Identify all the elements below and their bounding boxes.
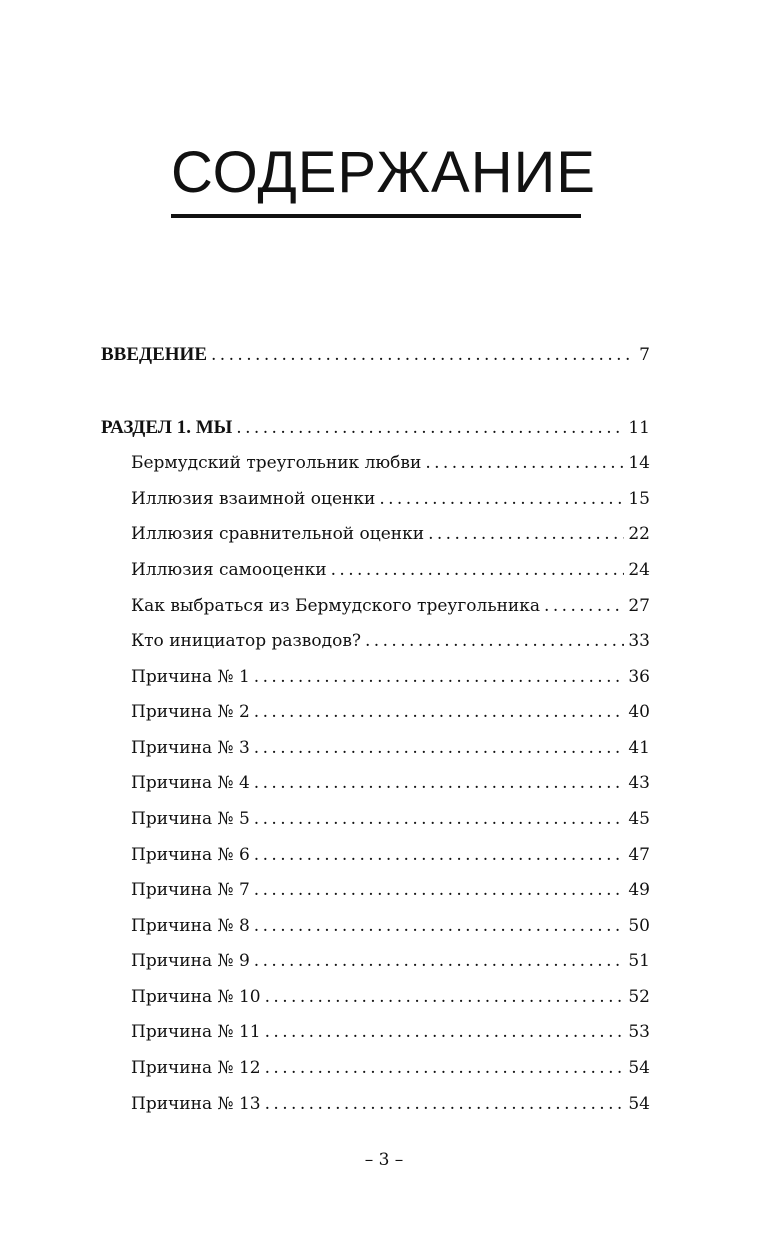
page-title: СОДЕРЖАНИЕ — [171, 140, 596, 205]
toc-entry[interactable] — [131, 560, 650, 586]
toc-entry-label: Причина № 11 — [131, 1022, 261, 1042]
toc-entry[interactable] — [131, 738, 650, 764]
toc-entry[interactable] — [131, 987, 650, 1013]
toc-entry[interactable] — [131, 916, 650, 942]
toc-entry-page: 43 — [628, 773, 650, 793]
toc-entry-page: 27 — [628, 596, 650, 616]
dot-leader — [254, 773, 625, 793]
toc-entry-page: 15 — [628, 489, 650, 509]
toc-entry-label: Причина № 10 — [131, 987, 261, 1007]
dot-leader — [254, 738, 625, 758]
dot-leader — [265, 987, 625, 1007]
dot-leader — [254, 916, 625, 936]
toc-entry[interactable] — [131, 702, 650, 728]
toc-entry[interactable] — [131, 880, 650, 906]
dot-leader — [379, 489, 624, 509]
toc-entry-label: РАЗДЕЛ 1. МЫ — [101, 417, 233, 438]
toc-entry-label: Как выбраться из Бермудского треугольника — [131, 596, 541, 616]
toc-entry-label: Причина № 6 — [131, 845, 250, 865]
toc-entry[interactable] — [131, 809, 650, 835]
heading — [171, 140, 596, 218]
toc-entry-page: 33 — [628, 631, 650, 651]
toc-entry-page: 50 — [628, 916, 650, 936]
toc-entry-page: 47 — [628, 845, 650, 865]
toc-entry-label: Иллюзия сравнительной оценки — [131, 524, 425, 544]
toc-entry-label: Причина № 7 — [131, 880, 250, 900]
toc-entry-page: 11 — [628, 418, 650, 438]
page-number: – 3 – — [364, 1150, 404, 1170]
toc-entry-label: Причина № 3 — [131, 738, 250, 758]
toc-entry[interactable] — [131, 1094, 650, 1120]
toc-entry-page: 40 — [628, 702, 650, 722]
toc-entry-section-1[interactable] — [101, 417, 650, 443]
toc-entry[interactable] — [131, 1058, 650, 1084]
dot-leader — [265, 1022, 625, 1042]
toc-entry[interactable] — [131, 845, 650, 871]
toc-entry-page: 7 — [639, 345, 650, 365]
toc-entry-label: Причина № 12 — [131, 1058, 261, 1078]
toc-entry-page: 22 — [628, 524, 650, 544]
toc-entry[interactable] — [131, 489, 650, 515]
dot-leader — [428, 524, 624, 544]
toc-entry-page: 51 — [628, 951, 650, 971]
dot-leader — [211, 345, 635, 365]
dot-leader — [331, 560, 625, 580]
toc-entry-label: Кто инициатор разводов? — [131, 631, 361, 651]
dot-leader — [254, 667, 625, 687]
toc-entry[interactable] — [131, 951, 650, 977]
toc-entry-page: 49 — [628, 880, 650, 900]
toc-entry[interactable] — [131, 631, 650, 657]
dot-leader — [365, 631, 624, 651]
toc-entry-label: ВВЕДЕНИЕ — [101, 344, 207, 365]
toc-entry-intro[interactable] — [101, 344, 650, 370]
toc-entry-page: 54 — [628, 1058, 650, 1078]
dot-leader — [265, 1094, 625, 1114]
toc-entry-label: Причина № 5 — [131, 809, 250, 829]
toc-entry-page: 14 — [628, 453, 650, 473]
toc-entry-label: Причина № 9 — [131, 951, 250, 971]
dot-leader — [425, 453, 624, 473]
toc-entry-label: Причина № 8 — [131, 916, 250, 936]
toc-entry-label: Иллюзия взаимной оценки — [131, 489, 376, 509]
dot-leader — [254, 880, 625, 900]
dot-leader — [254, 845, 625, 865]
toc-entry-label: Причина № 1 — [131, 667, 250, 687]
dot-leader — [265, 1058, 625, 1078]
toc-entry-page: 53 — [628, 1022, 650, 1042]
toc-entry-label: Бермудский треугольник любви — [131, 453, 422, 473]
toc-entry-page: 24 — [628, 560, 650, 580]
toc-entry-label: Причина № 13 — [131, 1094, 261, 1114]
dot-leader — [254, 951, 625, 971]
toc-entry-label: Иллюзия самооценки — [131, 560, 327, 580]
toc-entry-page: 52 — [628, 987, 650, 1007]
toc-entry-page: 54 — [628, 1094, 650, 1114]
dot-leader — [254, 809, 625, 829]
toc-entry-label: Причина № 2 — [131, 702, 250, 722]
toc-entry[interactable] — [131, 773, 650, 799]
toc-entry[interactable] — [131, 1022, 650, 1048]
toc-entry[interactable] — [131, 524, 650, 550]
title-underline — [171, 214, 581, 218]
toc-entry[interactable] — [131, 667, 650, 693]
dot-leader — [236, 418, 624, 438]
toc-entry-label: Причина № 4 — [131, 773, 250, 793]
toc-entry[interactable] — [131, 596, 650, 622]
dot-leader — [254, 702, 625, 722]
toc-entry[interactable] — [131, 453, 650, 479]
toc-entry-page: 36 — [628, 667, 650, 687]
dot-leader — [544, 596, 624, 616]
toc-entry-page: 41 — [628, 738, 650, 758]
toc-entry-page: 45 — [628, 809, 650, 829]
